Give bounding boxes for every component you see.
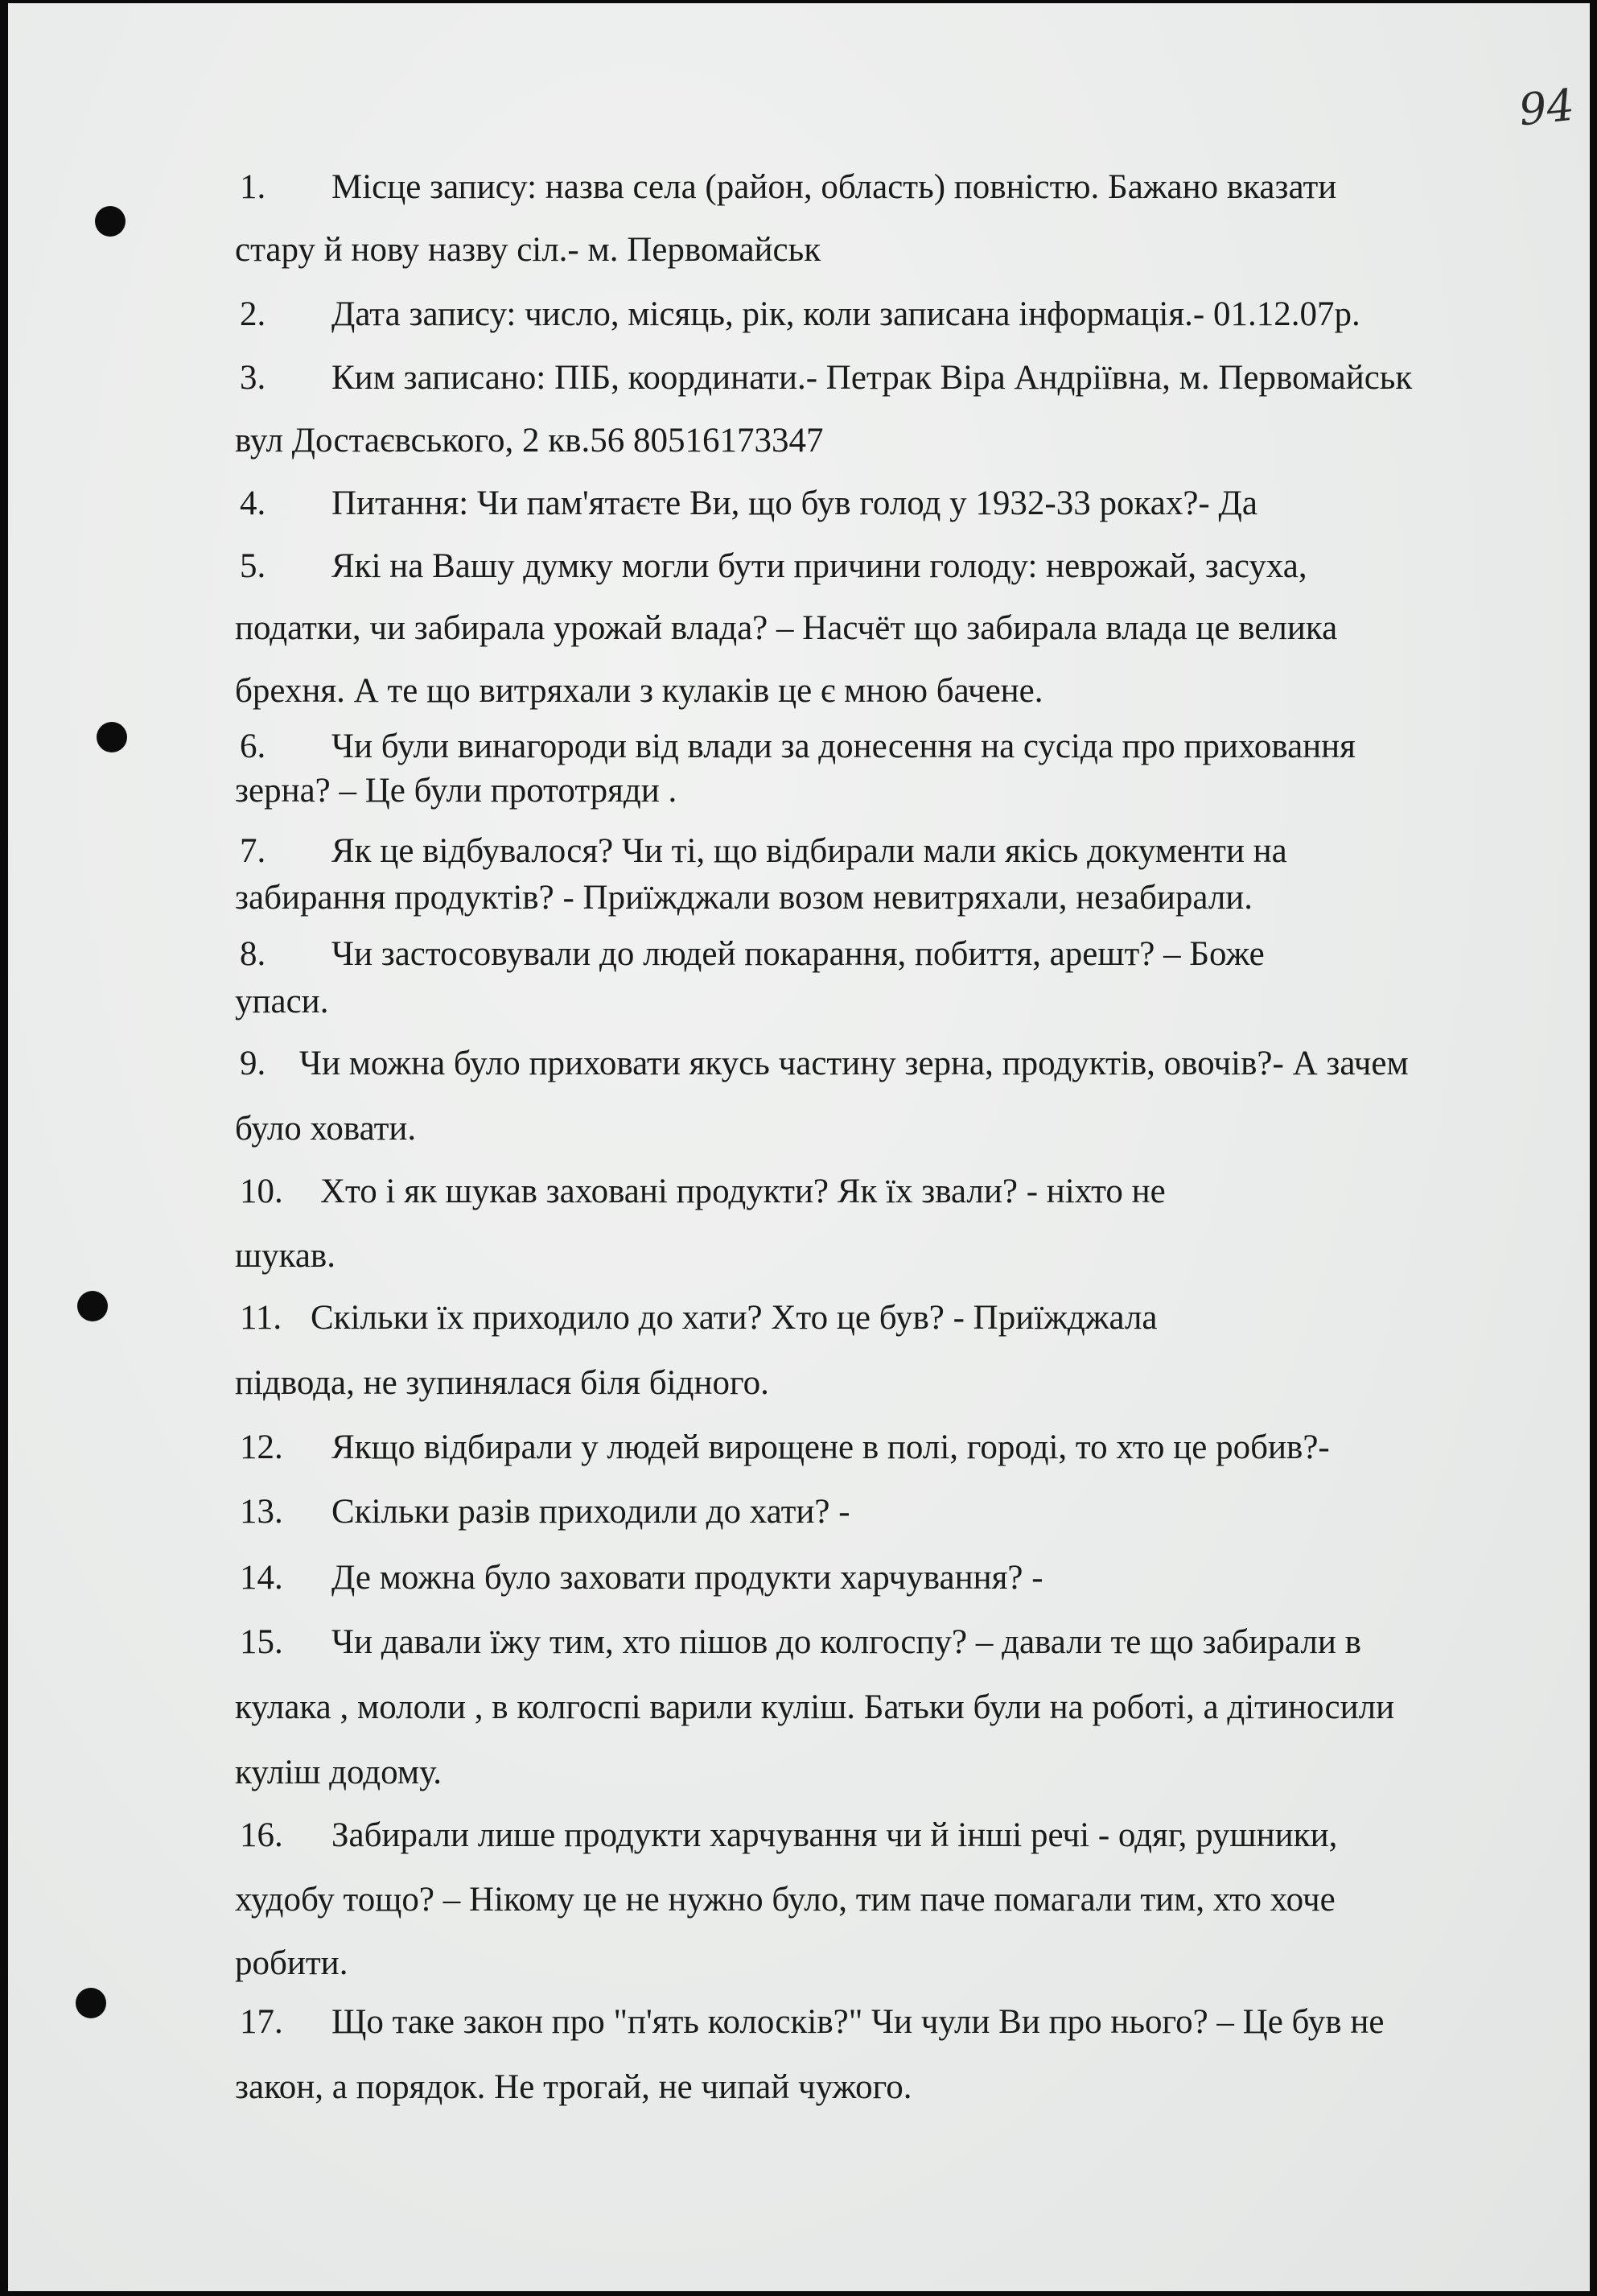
item-text-continuation: брехня. А те що витряхали з кулаків це є мною бачене. [235, 672, 1043, 710]
item-text: Які на Вашу думку могли бути причини голоду: неврожай, засуха, [331, 547, 1307, 585]
punch-hole [95, 206, 126, 237]
item-text: Ким записано: ПІБ, координати.- Петрак Віра Андріївна, м. Первомайськ [331, 359, 1413, 397]
item-text: Як це відбувалося? Чи ті, що відбирали мали якісь документи на [331, 832, 1287, 870]
item-text: Місце запису: назва села (район, область) повністю. Бажано вказати [331, 168, 1337, 206]
item-number: 4. [240, 484, 266, 522]
item-text: Скільки їх приходило до хати? Хто це був? - Приїжджала [311, 1299, 1158, 1337]
item-number: 1. [240, 168, 266, 206]
item-number: 15. [240, 1623, 283, 1661]
item-text-continuation: шукав. [235, 1237, 335, 1275]
item-text-continuation: зерна? – Це були прототряди . [235, 772, 677, 810]
item-number: 16. [240, 1816, 283, 1854]
punch-hole [76, 1988, 106, 2018]
item-text-continuation: було ховати. [235, 1110, 417, 1148]
item-text-continuation: худобу тощо? – Нікому це не нужно було, тим паче помагали тим, хто хоче [235, 1881, 1336, 1919]
item-text-continuation: упаси. [235, 983, 329, 1020]
item-text-continuation: куліш додому. [235, 1754, 442, 1791]
item-text: Якщо відбирали у людей вирощене в полі, городі, то хто це робив?- [331, 1428, 1330, 1466]
item-text: Питання: Чи пам'ятаєте Ви, що був голод у 1932-33 роках?- Да [331, 484, 1257, 522]
item-number: 2. [240, 295, 266, 333]
item-text: Чи давали їжу тим, хто пішов до колгоспу? – давали те що забирали в [331, 1623, 1361, 1661]
punch-hole [77, 1291, 108, 1321]
item-text: Скільки разів приходили до хати? - [331, 1493, 850, 1531]
item-text: Що таке закон про "п'ять колосків?" Чи чули Ви про нього? – Це був не [331, 2003, 1385, 2041]
item-number: 8. [240, 935, 266, 973]
item-number: 17. [240, 2003, 283, 2041]
item-number: 14. [240, 1559, 283, 1597]
item-number: 10. [240, 1173, 283, 1210]
item-text: Чи були винагороди від влади за донесення на сусіда про приховання [331, 728, 1356, 765]
item-text-continuation: вул Достаєвського, 2 кв.56 80516173347 [235, 422, 824, 460]
item-text: Чи застосовували до людей покарання, побиття, арешт? – Боже [331, 935, 1265, 973]
item-text-continuation: податки, чи забирала урожай влада? – Насчёт що забирала влада це велика [235, 609, 1338, 647]
punch-hole [97, 722, 127, 752]
item-number: 6. [240, 728, 266, 765]
item-text-continuation: стару й нову назву сіл.- м. Первомайськ [235, 231, 821, 269]
item-text-continuation: робити. [235, 1944, 348, 1982]
document-page [8, 3, 1590, 2291]
item-text: Де можна було заховати продукти харчування? - [331, 1559, 1043, 1597]
item-number: 12. [240, 1428, 283, 1466]
item-text: Хто і як шукав заховані продукти? Як їх звали? - ніхто не [320, 1173, 1166, 1210]
item-text: Дата запису: число, місяць, рік, коли записана інформація.- 01.12.07р. [331, 295, 1360, 333]
item-text-continuation: кулака , мололи , в колгоспі варили куліш. Батьки були на роботі, а дітиносили [235, 1688, 1395, 1726]
item-number: 3. [240, 359, 266, 397]
item-number: 9. [240, 1045, 266, 1082]
item-text-continuation: забирання продуктів? - Приїжджали возом невитряхали, незабирали. [235, 879, 1253, 917]
item-number: 11. [240, 1299, 282, 1337]
item-text-continuation: підвода, не зупинялася біля бідного. [235, 1364, 769, 1402]
item-text-continuation: закон, а порядок. Не трогай, не чипай чужого. [235, 2068, 912, 2106]
page-number: 94 [1516, 79, 1577, 136]
item-number: 7. [240, 832, 266, 870]
item-text: Чи можна було приховати якусь частину зерна, продуктів, овочів?- А зачем [299, 1045, 1409, 1082]
item-number: 13. [240, 1493, 283, 1531]
item-text: Забирали лише продукти харчування чи й інші речі - одяг, рушники, [331, 1816, 1338, 1854]
item-number: 5. [240, 547, 266, 585]
